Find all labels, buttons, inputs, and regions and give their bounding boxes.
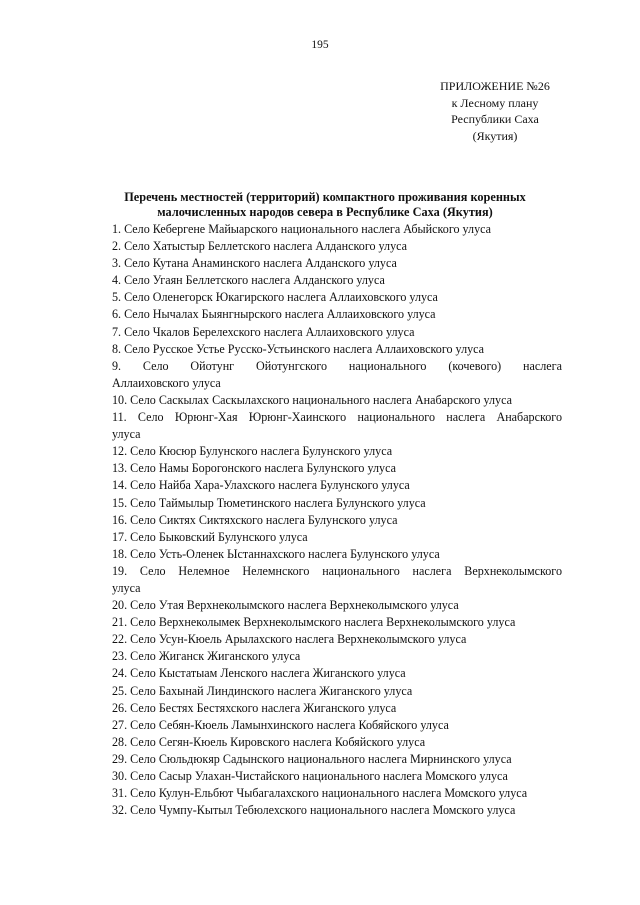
appendix-subtitle-3: (Якутия) bbox=[472, 128, 518, 143]
list-item: 19. Село Нелемное Нелемнского национального наслега Верхнеколымского bbox=[112, 563, 562, 578]
list-item: 23. Село Жиганск Жиганского улуса bbox=[112, 649, 301, 664]
list-item: 13. Село Намы Борогонского наслега Булунского улуса bbox=[112, 461, 396, 476]
title-line-2: малочисленных народов севера в Республике Саха (Якутия) bbox=[157, 204, 493, 219]
list-item: 4. Село Угаян Беллетского наслега Алданского улуса bbox=[112, 273, 385, 288]
appendix-title: ПРИЛОЖЕНИЕ №26 bbox=[440, 79, 550, 93]
list-item: 20. Село Утая Верхнеколымского наслега Верхнеколымского улуса bbox=[112, 598, 459, 613]
settlement-list bbox=[112, 221, 562, 819]
list-item: 29. Село Сюльдюкяр Садынского национального наслега Мирнинского улуса bbox=[112, 751, 512, 766]
list-item: 25. Село Бахынай Линдинского наслега Жиганского улуса bbox=[112, 683, 413, 698]
list-item: 8. Село Русское Устье Русско-Устьинского наслега Аллаиховского улуса bbox=[112, 341, 485, 356]
page-number: 195 bbox=[311, 39, 329, 51]
list-item: 26. Село Бестях Бестяхского наслега Жиганского улуса bbox=[112, 700, 397, 715]
document-title bbox=[100, 190, 550, 219]
list-item: 2. Село Хатыстыр Беллетского наслега Алданского улуса bbox=[112, 239, 408, 254]
list-item-continuation: Аллаиховского улуса bbox=[112, 375, 221, 390]
list-item: 22. Село Усун-Кюель Арылахского наслега Верхнеколымского улуса bbox=[112, 632, 467, 647]
list-item: 27. Село Себян-Кюель Ламынхинского наслега Кобяйского улуса bbox=[112, 717, 449, 732]
list-item: 18. Село Усть-Оленек Ыстаннахского наслега Булунского улуса bbox=[112, 546, 440, 561]
appendix-subtitle-1: к Лесному плану bbox=[451, 95, 539, 110]
list-item: 30. Село Сасыр Улахан-Чистайского национального наслега Момского улуса bbox=[112, 769, 508, 783]
list-item: 28. Село Сегян-Кюель Кировского наслега Кобяйского улуса bbox=[112, 734, 426, 749]
list-item: 15. Село Таймылыр Тюметинского наслега Булунского улуса bbox=[112, 495, 426, 510]
appendix-subtitle-2: Республики Саха bbox=[451, 112, 539, 126]
list-item: 16. Село Сиктях Сиктяхского наслега Булунского улуса bbox=[112, 512, 398, 527]
list-item: 3. Село Кутана Анаминского наслега Алданского улуса bbox=[112, 256, 397, 271]
list-item: 31. Село Кулун-Ельбют Чыбагалахского национального наслега Момского улуса bbox=[112, 786, 528, 801]
appendix-header bbox=[430, 78, 560, 144]
title-line-1: Перечень местностей (территорий) компактного проживания коренных bbox=[124, 190, 526, 204]
list-item: 32. Село Чумпу-Кытыл Тебюлехского национального наслега Момского улуса bbox=[112, 803, 516, 818]
list-item: 5. Село Оленегорск Юкагирского наслега Аллаиховского улуса bbox=[112, 290, 438, 305]
list-item-continuation: улуса bbox=[112, 427, 141, 442]
list-item: 7. Село Чкалов Берелехского наслега Аллаиховского улуса bbox=[112, 324, 415, 339]
list-item: 17. Село Быковский Булунского улуса bbox=[112, 529, 308, 544]
list-item-continuation: улуса bbox=[112, 580, 141, 595]
list-item: 11. Село Юрюнг-Хая Юрюнг-Хаинского национального наслега Анабарского bbox=[112, 410, 562, 425]
list-item: 21. Село Верхнеколымек Верхнеколымского наслега Верхнеколымского улуса bbox=[112, 615, 516, 630]
list-item: 12. Село Кюсюр Булунского наслега Булунского улуса bbox=[112, 444, 393, 459]
list-item: 24. Село Кыстатыам Ленского наслега Жиганского улуса bbox=[112, 666, 406, 681]
list-item: 14. Село Найба Хара-Улахского наслега Булунского улуса bbox=[112, 478, 410, 493]
list-item: 1. Село Кебергене Майыарского национального наслега Абыйского улуса bbox=[112, 222, 492, 236]
list-item: 10. Село Саскылах Саскылахского национального наслега Анабарского улуса bbox=[112, 392, 512, 407]
list-item: 6. Село Нычалах Быянгнырского наслега Аллаиховского улуса bbox=[112, 307, 436, 322]
list-item: 9. Село Ойотунг Ойотунгского национального (кочевого) наслега bbox=[112, 358, 562, 373]
